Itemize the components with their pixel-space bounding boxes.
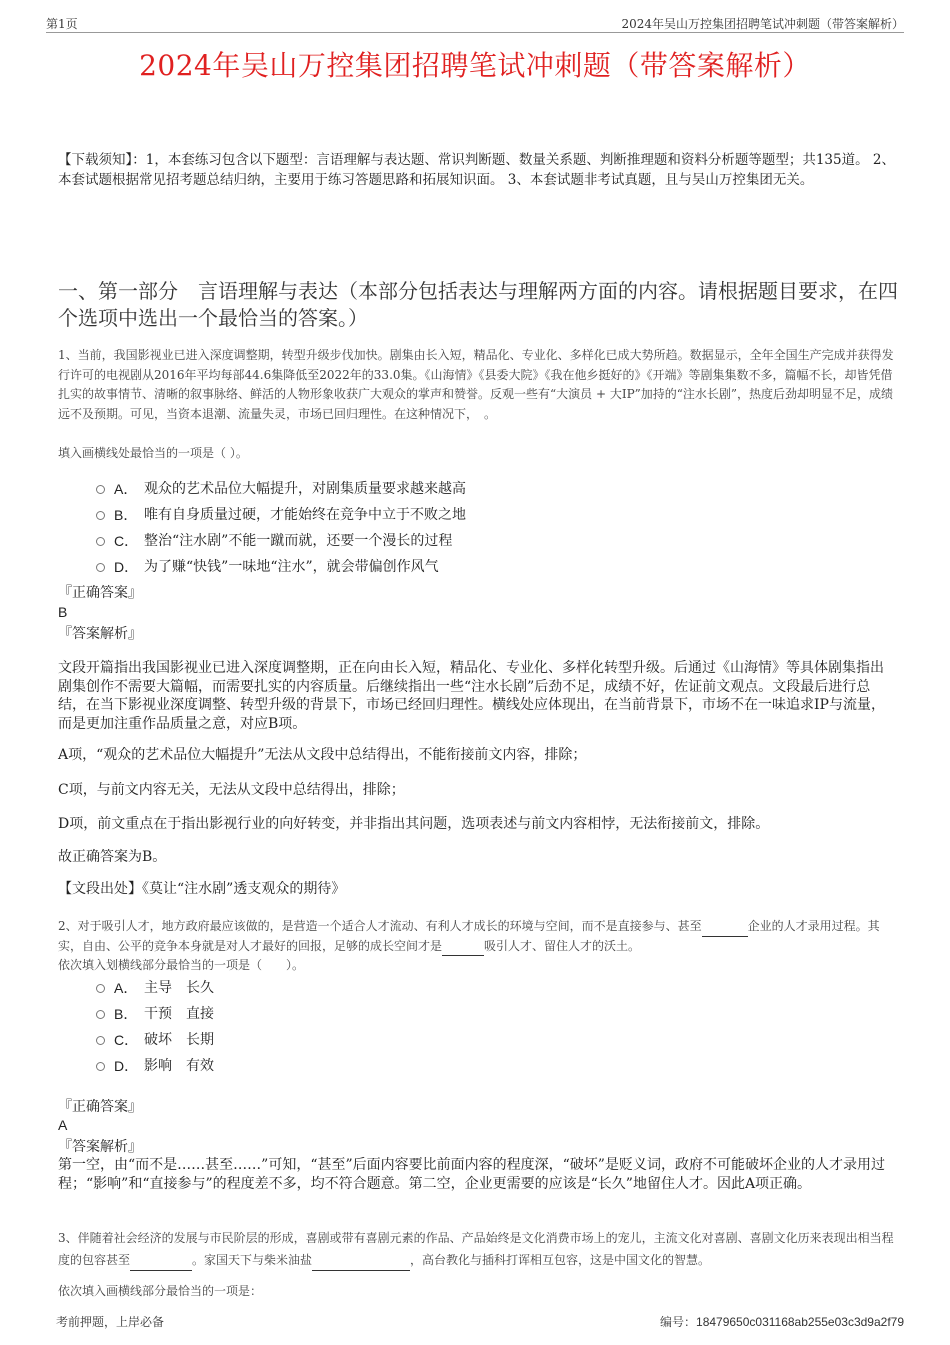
q1-prompt: 填入画横线处最恰当的一项是（ ）。 bbox=[58, 446, 248, 460]
q2-correct-label: 『正确答案』 bbox=[58, 1099, 142, 1115]
q2-option-b[interactable]: B． 干预 直接 bbox=[96, 1001, 214, 1027]
q1-option-b[interactable]: B． 唯有自身质量过硬，才能始终在竞争中立于不败之地 bbox=[96, 502, 466, 528]
radio-icon[interactable] bbox=[96, 1062, 105, 1071]
q1-option-d[interactable]: D． 为了赚“快钱”一味地“注水”，就会带偏创作风气 bbox=[96, 554, 466, 580]
radio-icon[interactable] bbox=[96, 1010, 105, 1019]
q1-stem: 1、当前，我国影视业已进入深度调整期，转型升级步伐加快。剧集由长入短，精品化、专业化、多样化已成大势所趋。数据显示，全年全国生产完成并获得发行许可的电视剧从2016年平均每部44.6集降低至2022年的33.0集。《山海情》《县委大院》《我在他乡挺好的》《开端》等剧集集数不多，篇幅不长，却皆凭借扎实的故事情节、清晰的叙事脉络、鲜活的人物形象收获广大观众的掌声和赞誉。反观一些有“大演员 + 大IP”加持的“注水长剧”，热度后劲却明显不足，成绩远不及预期。可见，当资本退潮、流量失灵，市场已回归理性。在这种情况下， 。 bbox=[58, 348, 894, 421]
blank-line bbox=[442, 941, 484, 956]
q1-option-a[interactable]: A． 观众的艺术品位大幅提升，对剧集质量要求越来越高 bbox=[96, 476, 466, 502]
q2-options bbox=[96, 975, 214, 1079]
q1-correct-label: 『正确答案』 bbox=[58, 585, 142, 601]
footer-slogan: 考前押题，上岸必备 bbox=[56, 1315, 165, 1329]
q2-analysis-label: 『答案解析』 bbox=[58, 1139, 142, 1155]
radio-icon[interactable] bbox=[96, 1036, 105, 1045]
q1-analysis-label: 『答案解析』 bbox=[58, 626, 142, 642]
q2-option-c[interactable]: C． 破坏 长期 bbox=[96, 1027, 214, 1053]
q2-option-d[interactable]: D． 影响 有效 bbox=[96, 1053, 214, 1079]
q2-stem: 2、对于吸引人才，地方政府最应该做的，是营造一个适合人才流动、有利人才成长的环境与空间，而不是直接参与、甚至 企业的人才录用过程。其实，自由、公平的竞争本身就是对人才最好的回报，足够的成长空间才是 吸引人才、留住人才的沃土。 bbox=[58, 917, 898, 956]
radio-icon[interactable] bbox=[96, 537, 105, 546]
q2-analysis: 第一空，由“而不是……甚至……”可知，“甚至”后面内容要比前面内容的程度深，“破坏”是贬义词，政府不可能破坏企业的人才录用过程；“影响”和“直接参与”的程度差不多，均不符合题意。第二空，企业更需要的应该是“长久”地留住人才。因此A项正确。 bbox=[58, 1157, 885, 1192]
q1-note-c: C项，与前文内容无关，无法从文段中总结得出，排除； bbox=[58, 782, 405, 798]
radio-icon[interactable] bbox=[96, 984, 105, 993]
header-doc-title: 2024年吴山万控集团招聘笔试冲刺题（带答案解析） bbox=[621, 17, 904, 31]
q2-prompt: 依次填入划横线部分最恰当的一项是（ ）。 bbox=[58, 958, 305, 972]
q3-stem: 3、伴随着社会经济的发展与市民阶层的形成，喜剧或带有喜剧元素的作品、产品始终是文化消费市场上的宠儿，主流文化对喜剧、喜剧文化历来表现出相当程度的包容甚至 。家国天下与柴米油盐 ，高台教化与插科打诨相互包容，这是中国文化的智慧。 bbox=[58, 1227, 898, 1271]
q2-option-a[interactable]: A． 主导 长久 bbox=[96, 975, 214, 1001]
q1-note-d: D项，前文重点在于指出影视行业的向好转变，并非指出其问题，选项表述与前文内容相悖，无法衔接前文，排除。 bbox=[58, 816, 770, 832]
q1-answer: B bbox=[58, 604, 68, 620]
download-notice: 【下载须知】：1，本套练习包含以下题型：言语理解与表达题、常识判断题、数量关系题、判断推理题和资料分析题等题型；共135道。 2、本套试题根据常见招考题总结归纳，主要用于练习答题思路和拓展知识面。 3、本套试题非考试真题，且与吴山万控集团无关。 bbox=[58, 152, 895, 188]
q1-option-c[interactable]: C． 整治“注水剧”不能一蹴而就，还要一个漫长的过程 bbox=[96, 528, 466, 554]
q1-conclusion: 故正确答案为B。 bbox=[58, 849, 167, 865]
footer-code: 编号：18479650c031168ab255e03c3d9a2f79 bbox=[660, 1315, 904, 1329]
radio-icon[interactable] bbox=[96, 563, 105, 572]
blank-line bbox=[312, 1256, 410, 1271]
page-title: 2024年吴山万控集团招聘笔试冲刺题（带答案解析） bbox=[139, 49, 811, 82]
blank-line bbox=[130, 1256, 192, 1271]
q1-options bbox=[96, 476, 466, 580]
q1-source: 【文段出处】《莫让“注水剧”透支观众的期待》 bbox=[58, 881, 346, 897]
blank-line bbox=[702, 922, 748, 937]
q3-prompt: 依次填入画横线部分最恰当的一项是： bbox=[58, 1284, 263, 1298]
radio-icon[interactable] bbox=[96, 485, 105, 494]
q2-answer: A bbox=[58, 1117, 68, 1133]
page-number: 第1页 bbox=[46, 17, 78, 31]
radio-icon[interactable] bbox=[96, 511, 105, 520]
q1-analysis: 文段开篇指出我国影视业已进入深度调整期，正在向由长入短，精品化、专业化、多样化转型升级。后通过《山海情》等具体剧集指出剧集创作不需要大篇幅，而需要扎实的内容质量。后继续指出一些“注水长剧”后劲不足，成绩不好，佐证前文观点。文段最后进行总结，在当下影视业深度调整、转型升级的背景下，市场已经回归理性。横线处应体现出，在当前背景下，市场不在一味追求IP与流量，而是更加注重作品质量之意，对应B项。 bbox=[58, 660, 885, 732]
section-heading: 一、第一部分 言语理解与表达（本部分包括表达与理解两方面的内容。请根据题目要求，在四个选项中选出一个最恰当的答案。） bbox=[58, 279, 898, 330]
q1-note-a: A项，“观众的艺术品位大幅提升”无法从文段中总结得出，不能衔接前文内容，排除； bbox=[58, 747, 587, 763]
page-header bbox=[46, 14, 904, 33]
